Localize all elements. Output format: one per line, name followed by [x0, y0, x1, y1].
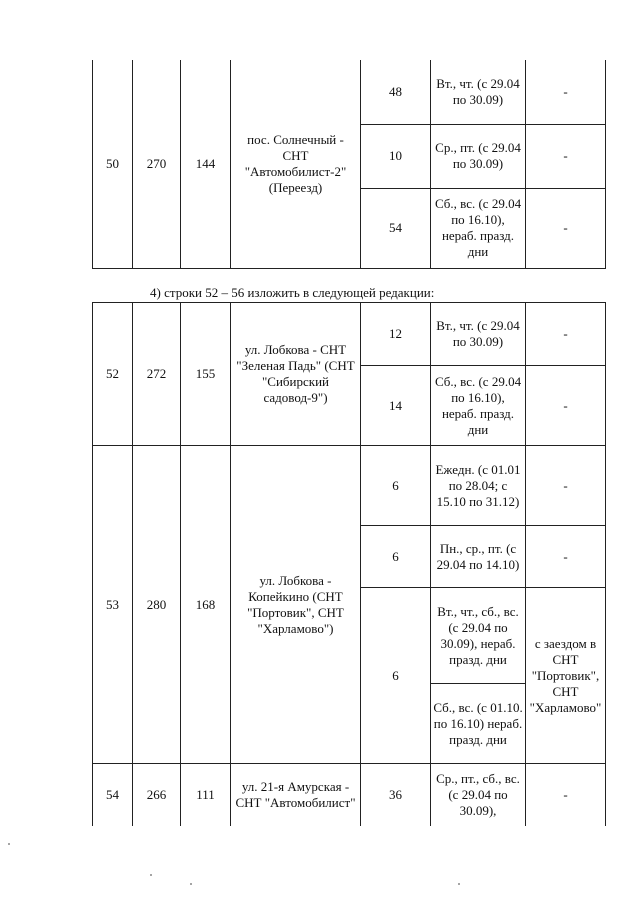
- trip-days: Сб., вс. (с 29.04 по 16.10), нераб. празд. дни: [431, 188, 526, 268]
- amendment-caption: 4) строки 52 – 56 изложить в следующей редакции:: [150, 285, 435, 300]
- row-number: 52: [93, 303, 133, 446]
- trip-note: -: [526, 526, 606, 588]
- scan-speck: [150, 874, 152, 876]
- trip-days: Ср., пт., сб., вс. (с 29.04 по 30.09),: [431, 764, 526, 826]
- trip-count: 6: [361, 526, 431, 588]
- trip-days: Пн., ср., пт. (с 29.04 по 14.10): [431, 526, 526, 588]
- scan-speck: [190, 883, 192, 885]
- route-name: ул. Лобкова - СНТ "Зеленая Падь" (СНТ "Сибирский садовод-9"): [231, 303, 361, 446]
- route-distance: 168: [181, 446, 231, 764]
- trip-count: 6: [361, 446, 431, 526]
- trip-count: 48: [361, 60, 431, 124]
- trip-note: -: [526, 764, 606, 826]
- trip-days: Ср., пт. (с 29.04 по 30.09): [431, 124, 526, 188]
- route-number: 280: [133, 446, 181, 764]
- trip-days: Сб., вс. (с 29.04 по 16.10), нераб. празд. дни: [431, 366, 526, 446]
- row-number: 54: [93, 764, 133, 826]
- scan-speck: [458, 883, 460, 885]
- route-table-bottom: [92, 302, 606, 826]
- trip-count: 36: [361, 764, 431, 826]
- route-table-top: [92, 60, 606, 269]
- trip-days: Вт., чт., сб., вс. (с 29.04 по 30.09), нераб. празд. дни: [431, 588, 526, 684]
- trip-note: -: [526, 124, 606, 188]
- row-number: 50: [93, 60, 133, 268]
- trip-note: -: [526, 446, 606, 526]
- trip-note: с заездом в СНТ "Портовик", СНТ "Харламово": [526, 588, 606, 764]
- trip-note: -: [526, 188, 606, 268]
- route-distance: 111: [181, 764, 231, 826]
- trip-note: -: [526, 366, 606, 446]
- route-name: ул. Лобкова - Копейкино (СНТ "Портовик", СНТ "Харламово"): [231, 446, 361, 764]
- route-number: 266: [133, 764, 181, 826]
- trip-count: 14: [361, 366, 431, 446]
- trip-days: Вт., чт. (с 29.04 по 30.09): [431, 60, 526, 124]
- trip-count: 6: [361, 588, 431, 764]
- row-number: 53: [93, 446, 133, 764]
- trip-count: 10: [361, 124, 431, 188]
- route-number: 272: [133, 303, 181, 446]
- scan-speck: [8, 843, 10, 845]
- route-name: пос. Солнечный - СНТ "Автомобилист-2" (Переезд): [231, 60, 361, 268]
- trip-note: -: [526, 303, 606, 366]
- trip-count: 12: [361, 303, 431, 366]
- trip-days: Вт., чт. (с 29.04 по 30.09): [431, 303, 526, 366]
- route-name: ул. 21-я Амурская - СНТ "Автомобилист": [231, 764, 361, 826]
- route-distance: 155: [181, 303, 231, 446]
- route-number: 270: [133, 60, 181, 268]
- trip-note: -: [526, 60, 606, 124]
- trip-days: Сб., вс. (с 01.10. по 16.10) нераб. празд. дни: [431, 684, 526, 764]
- trip-count: 54: [361, 188, 431, 268]
- route-distance: 144: [181, 60, 231, 268]
- trip-days: Ежедн. (с 01.01 по 28.04; с 15.10 по 31.12): [431, 446, 526, 526]
